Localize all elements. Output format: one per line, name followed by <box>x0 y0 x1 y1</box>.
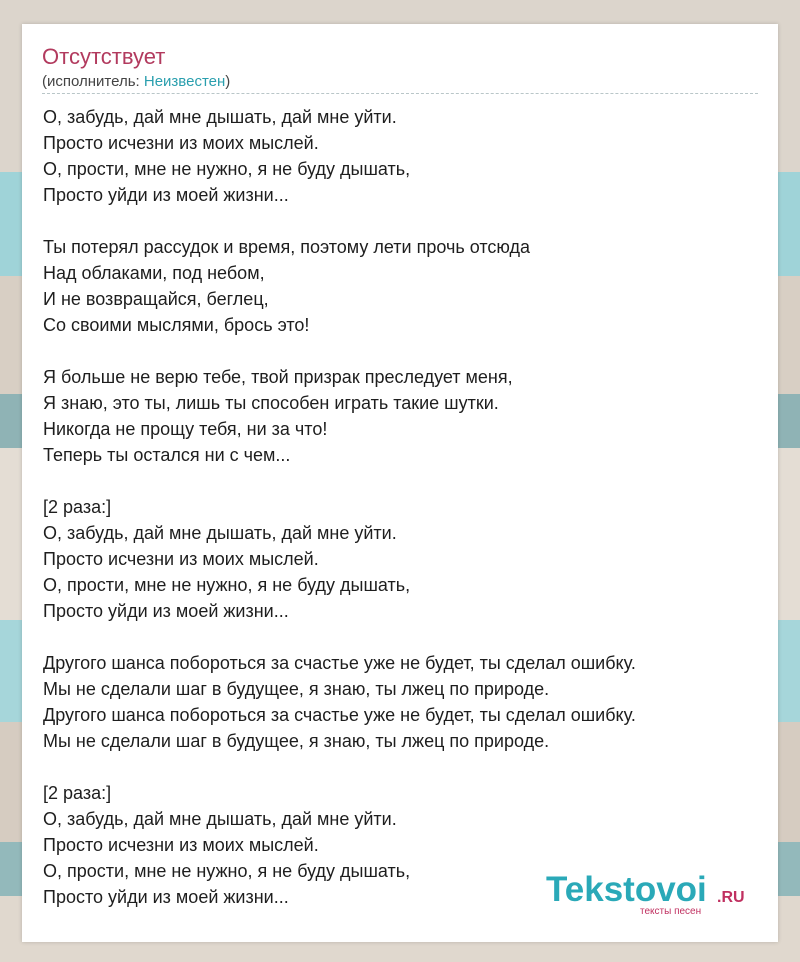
lyric-line: Над облаками, под небом, <box>43 263 265 283</box>
lyric-line <box>43 338 768 364</box>
lyric-line <box>43 468 768 494</box>
divider <box>42 93 758 94</box>
lyric-line: Просто исчезни из моих мыслей. <box>43 549 319 569</box>
lyric-line <box>43 624 768 650</box>
lyric-line: О, забудь, дай мне дышать, дай мне уйти. <box>43 809 397 829</box>
lyric-line: Другого шанса побороться за счастье уже не будет, ты сделал ошибку. <box>43 653 636 673</box>
lyric-line: [2 раза:] <box>43 783 112 803</box>
lyric-line: Другого шанса побороться за счастье уже не будет, ты сделал ошибку. <box>43 705 636 725</box>
lyric-line: Просто уйди из моей жизни... <box>43 185 289 205</box>
lyric-line: Ты потерял рассудок и время, поэтому лети прочь отсюда <box>43 237 530 257</box>
lyric-line: Со своими мыслями, брось это! <box>43 315 310 335</box>
artist-link[interactable]: Неизвестен <box>143 73 226 90</box>
lyric-line: О, прости, мне не нужно, я не буду дышать, <box>43 575 411 595</box>
lyric-line: Теперь ты остался ни с чем... <box>43 445 291 465</box>
logo-tld: .RU <box>717 889 745 906</box>
lyrics-text <box>43 104 768 910</box>
lyric-line: О, забудь, дай мне дышать, дай мне уйти. <box>43 523 397 543</box>
lyric-line: Мы не сделали шаг в будущее, я знаю, ты лжец по природе. <box>43 731 550 751</box>
song-title: Отсутствует <box>42 44 166 69</box>
logo-tagline: тексты песен <box>640 906 702 917</box>
lyric-line: Никогда не прощу тебя, ни за что! <box>43 419 328 439</box>
lyric-line: Я больше не верю тебе, твой призрак преследует меня, <box>43 367 513 387</box>
artist-prefix: (исполнитель: <box>42 73 144 90</box>
lyric-line <box>43 754 768 780</box>
lyric-line: Мы не сделали шаг в будущее, я знаю, ты лжец по природе. <box>43 679 550 699</box>
lyric-line: О, прости, мне не нужно, я не буду дышать, <box>43 159 411 179</box>
lyric-line: Просто исчезни из моих мыслей. <box>43 835 319 855</box>
tekstovoi-logo[interactable]: Tekstovoi <box>546 870 707 909</box>
artist-line <box>42 73 230 91</box>
lyric-line: И не возвращайся, беглец, <box>43 289 269 309</box>
lyric-line <box>43 208 768 234</box>
lyric-line: О, забудь, дай мне дышать, дай мне уйти. <box>43 107 397 127</box>
lyric-line: [2 раза:] <box>43 497 112 517</box>
lyric-line: Просто уйди из моей жизни... <box>43 601 289 621</box>
lyric-line: Я знаю, это ты, лишь ты способен играть такие шутки. <box>43 393 499 413</box>
lyric-line: Просто уйди из моей жизни... <box>43 887 289 907</box>
artist-suffix: ) <box>225 73 231 90</box>
lyric-line: О, прости, мне не нужно, я не буду дышать, <box>43 861 411 881</box>
lyric-line: Просто исчезни из моих мыслей. <box>43 133 319 153</box>
lyrics-card <box>22 24 778 942</box>
